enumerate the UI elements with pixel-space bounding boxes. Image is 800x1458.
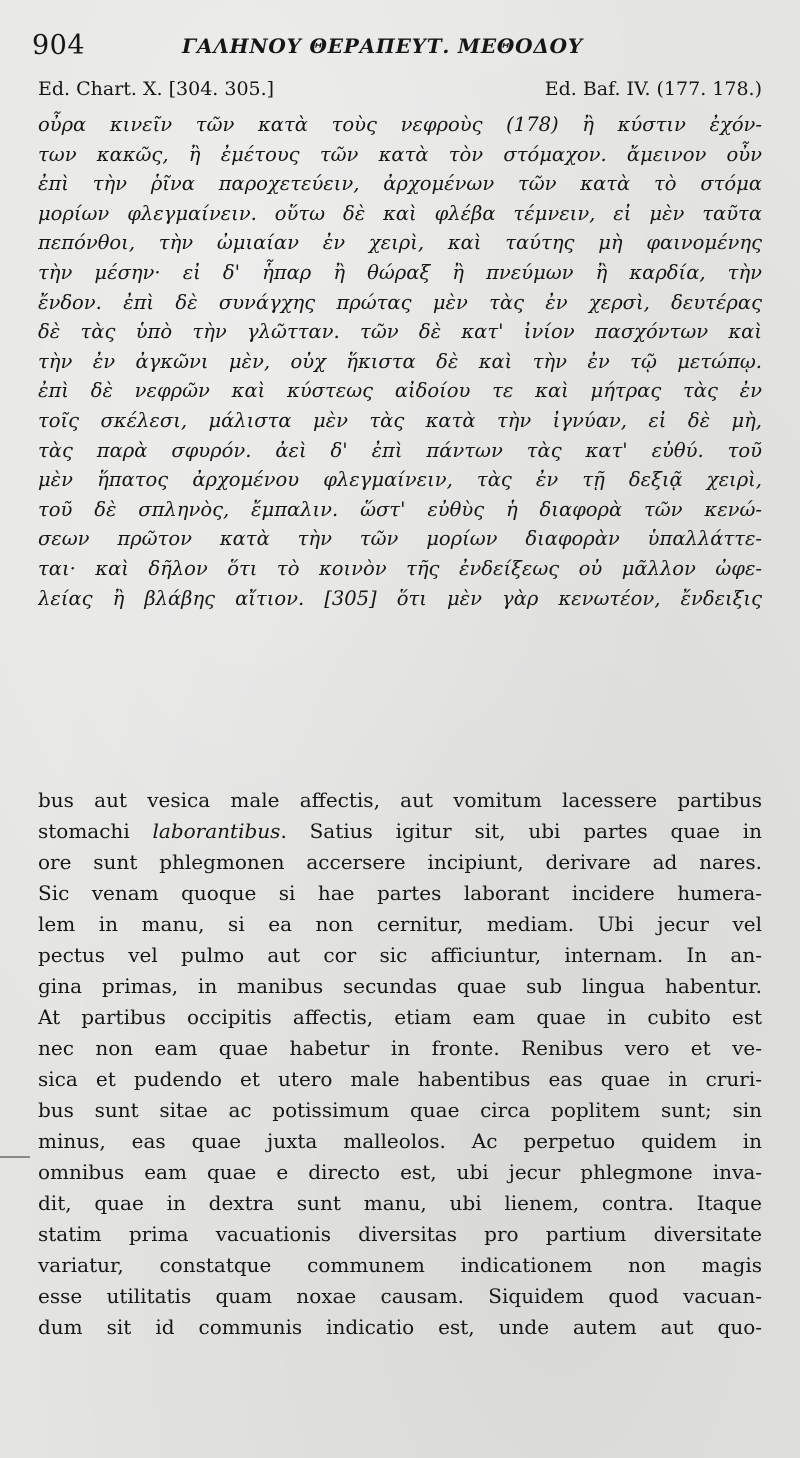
margin-mark [0, 1156, 30, 1158]
greek-line: δὲ τὰς ὑπὸ τὴν γλῶτταν. τῶν δὲ κατ' ἰνίον πασχόντων καὶ [38, 320, 762, 344]
latin-text-block [38, 785, 762, 1343]
latin-line: minus, eas quae juxta malleolos. Ac perpetuo quidem in [38, 1129, 762, 1153]
greek-line: τὴν μέσην· εἰ δ' ἧπαρ ἢ θώραξ ἢ πνεύμων ἢ καρδία, τὴν [38, 260, 762, 284]
latin-line: dit, quae in dextra sunt manu, ubi lienem, contra. Itaque [38, 1191, 762, 1215]
greek-line: μορίων φλεγμαίνειν. οὕτω δὲ καὶ φλέβα τέμνειν, εἰ μὲν ταῦτα [38, 201, 762, 225]
page-header [32, 28, 772, 68]
latin-line: bus aut vesica male affectis, aut vomitum lacessere partibus [38, 788, 762, 812]
edition-chartier: Ed. Chart. X. [304. 305.] [38, 78, 275, 100]
greek-line: τοῦ δὲ σπληνὸς, ἔμπαλιν. ὥστ' εὐθὺς ἡ διαφορὰ τῶν κενώ- [38, 497, 762, 521]
latin-line: gina primas, in manibus secundas quae sub lingua habentur. [38, 974, 762, 998]
greek-line: σεων πρῶτον κατὰ τὴν τῶν μορίων διαφορὰν ὑπαλλάττε- [38, 527, 762, 551]
edition-references [38, 78, 762, 108]
latin-line: ore sunt phlegmonen accersere incipiunt, derivare ad nares. [38, 850, 762, 874]
greek-line: ἔνδον. ἐπὶ δὲ συνάγχης πρώτας μὲν τὰς ἐν χερσὶ, δευτέρας [38, 290, 762, 314]
greek-line: τὴν ἐν ἀγκῶνι μὲν, οὐχ ἥκιστα δὲ καὶ τὴν ἐν τῷ μετώπῳ. [38, 349, 762, 373]
latin-line: At partibus occipitis affectis, etiam eam quae in cubito est [38, 1005, 762, 1029]
latin-line: sica et pudendo et utero male habentibus eas quae in cruri- [38, 1067, 762, 1091]
running-title: ΓΑΛΗΝΟΥ ΘΕΡΑΠΕΥΤ. ΜΕΘΟΔΟΥ [182, 34, 583, 58]
greek-line: ται· καὶ δῆλον ὅτι τὸ κοινὸν τῆς ἐνδείξεως οὐ μᾶλλον ὠφε- [38, 556, 762, 580]
greek-line: τὰς παρὰ σφυρόν. ἀεὶ δ' ἐπὶ πάντων τὰς κατ' εὐθύ. τοῦ [38, 438, 762, 462]
edition-basel: Ed. Baf. IV. (177. 178.) [544, 78, 762, 100]
greek-line: πεπόνθοι, τὴν ὠμιαίαν ἐν χειρὶ, καὶ ταύτης μὴ φαινομένης [38, 231, 762, 255]
latin-line: Sic venam quoque si hae partes laborant incidere humera- [38, 881, 762, 905]
greek-line: ἐπὶ δὲ νεφρῶν καὶ κύστεως αἰδοίου τε καὶ μήτρας τὰς ἐν [38, 379, 762, 403]
latin-line: dum sit id communis indicatio est, unde autem aut quo- [38, 1315, 762, 1339]
greek-line: λείας ἢ βλάβης αἴτιον. [305] ὅτι μὲν γὰρ κενωτέον, ἔνδειξις [38, 586, 762, 610]
latin-line: esse utilitatis quam noxae causam. Siquidem quod vacuan- [38, 1284, 762, 1308]
latin-line: variatur, constatque communem indicationem non magis [38, 1253, 762, 1277]
latin-line: lem in manu, si ea non cernitur, mediam. Ubi jecur vel [38, 912, 762, 936]
greek-line: των κακῶς, ἢ ἐμέτους τῶν κατὰ τὸν στόμαχον. ἄμεινον οὖν [38, 142, 762, 166]
italic-word: laborantibus [152, 819, 281, 843]
greek-line: τοῖς σκέλεσι, μάλιστα μὲν τὰς κατὰ τὴν ἰγνύαν, εἰ δὲ μὴ, [38, 408, 762, 432]
greek-line: ἐπὶ τὴν ῥῖνα παροχετεύειν, ἀρχομένων τῶν κατὰ τὸ στόμα [38, 172, 762, 196]
latin-line: omnibus eam quae e directo est, ubi jecur phlegmone inva- [38, 1160, 762, 1184]
latin-line: stomachi laborantibus. Satius igitur sit, ubi partes quae in [38, 819, 762, 843]
latin-line: pectus vel pulmo aut cor sic afficiuntur, internam. In an- [38, 943, 762, 967]
greek-line: οὖρα κινεῖν τῶν κατὰ τοὺς νεφροὺς (178) ἢ κύστιν ἐχόν- [38, 113, 762, 136]
greek-line: μὲν ἥπατος ἀρχομένου φλεγμαίνειν, τὰς ἐν τῇ δεξιᾷ χειρὶ, [38, 468, 762, 492]
greek-text-block [38, 110, 762, 613]
latin-line: nec non eam quae habetur in fronte. Renibus vero et ve- [38, 1036, 762, 1060]
page-number: 904 [32, 30, 86, 61]
latin-line: bus sunt sitae ac potissimum quae circa poplitem sunt; sin [38, 1098, 762, 1122]
latin-line: statim prima vacuationis diversitas pro partium diversitate [38, 1222, 762, 1246]
